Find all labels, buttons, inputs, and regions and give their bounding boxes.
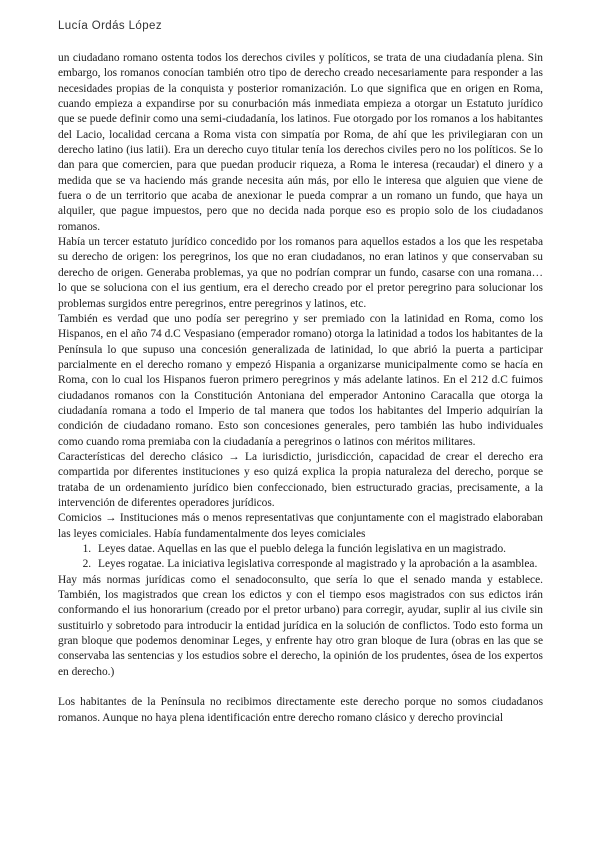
paragraph-peregrinos: Había un tercer estatuto jurídico concedido por los romanos para aquellos estados a los que les respetaba su derecho de origen: los peregrinos, los que no eran ciudadanos, no eran latinos y que conservaban su derecho de origen. Generaba problemas, ya que no podrían comprar un fundo, casarse con una romana… lo que se soluciona con el ius gentium, era el derecho creado por el pretor peregrino para solucionar los problemas surgidos entre peregrinos, entre peregrinos y latinos, etc. xyxy=(58,236,543,310)
paragraph-latinos: un ciudadano romano ostenta todos los derechos civiles y políticos, se trata de una ciudadanía plena. Sin embargo, los romanos conocían también otro tipo de derecho creado necesariamente para responder a las necesidades propias de la conquista y posterior romanización. Lo que significa que en origen en Roma, cuando empieza a expandirse por su conurbación más inmediata empieza a otorgar un Estatuto jurídico que se puede definir como una semi-ciudadanía, los latinos. Fue otorgado por los romanos a los habitantes del Lacio, localidad cercana a Roma vista con simpatía por Roma, de ahí que les privilegiaran con un derecho latino (ius latii). Era un derecho cuyo titular tenía los derechos civiles pero no los políticos. Se lo dan para que comercien, para que puedan producir riqueza, a Roma le interesa (recaudar) el dinero y a medida que se va haciendo más grande necesita aún más, por ello le interesa que alguien que viene de fuera o de un territorio que acaba de anexionar le pueda comprar a un romano un fundo, que haya un alquiler, que pague impuestos, pero que no decida nada porque eso es propio solo de los ciudadanos romanos. xyxy=(58,52,543,233)
author-header: Lucía Ordás López xyxy=(58,20,162,32)
paragraph-peninsula: Los habitantes de la Península no recibimos directamente este derecho porque no somos ciudadanos romanos. Aunque no haya plena identificación entre derecho romano clásico y derecho provincial xyxy=(58,696,543,724)
list-item-leyes-rogatae: 2. Leyes rogatae. La iniciativa legislativa corresponde al magistrado y la aprobación a la asamblea. xyxy=(94,557,543,572)
document-body xyxy=(58,51,543,726)
paragraph-derecho-clasico: Características del derecho clásico → La iurisdictio, jurisdicción, capacidad de crear el derecho era compartida por diferentes instituciones y eso quizá explica la propia naturaleza del derecho, porque se trataba de un ordenamiento jurídico bien confeccionado, bien estructurado gracias, precisamente, a la intervención de diferentes operadores jurídicos. xyxy=(58,450,543,509)
list-item-leyes-datae: 1. Leyes datae. Aquellas en las que el pueblo delega la función legislativa en un magistrado. xyxy=(94,542,543,557)
paragraph-comicios: Comicios → Instituciones más o menos representativas que conjuntamente con el magistrado elaboraban las leyes comiciales. Había fundamentalmente dos leyes comiciales xyxy=(58,512,543,540)
paragraph-spacer xyxy=(58,680,543,695)
paragraph-normas-juridicas: Hay más normas jurídicas como el senadoconsulto, que sería lo que el senado manda y establece. También, los magistrados que crean los edictos y con el tiempo esos magistrados con sus edictos irán conformando el ius honorarium (creado por el pretor urbano) para corregir, ayudar, suplir al ius civile sin sustituirlo y sobretodo para introducir la entidad jurídica en la solución de conflictos. Todo esto forma un gran bloque que podemos denominar Leges, y enfrente hay otro gran bloque de Iura (obras en las que se conservaba las sentencias y los estudios sobre el derecho, la opinión de los prudentes, ósea de los expertos en derecho.) xyxy=(58,573,543,678)
leyes-comiciales-list xyxy=(58,542,543,573)
paragraph-latinidad-hispanos: También es verdad que uno podía ser peregrino y ser premiado con la latinidad en Roma, como los Hispanos, en el año 74 d.C Vespasiano (emperador romano) otorga la latinidad a todos los habitantes de la Península lo que supuso una concesión generalizada de latinidad, lo que abrió la puerta a participar parcialmente en el derecho romano y empezó Hispania a organizarse municipalmente como se hacía en Roma, con lo cual los Hispanos fueron primero peregrinos y más adelante latinos. En el 212 d.C fuimos ciudadanos romanos con la Constitución Antoniana del emperador Antonino Caracalla que otorga la ciudadanía romana a todo el Imperio de tal manera que todos los habitantes del Imperio adquirían la condición de ciudadano romano. Esto son concesiones generales, pero también las hubo individuales como cuando roma premiaba con la ciudadanía a peregrinos o latinos con méritos militares. xyxy=(58,312,543,448)
